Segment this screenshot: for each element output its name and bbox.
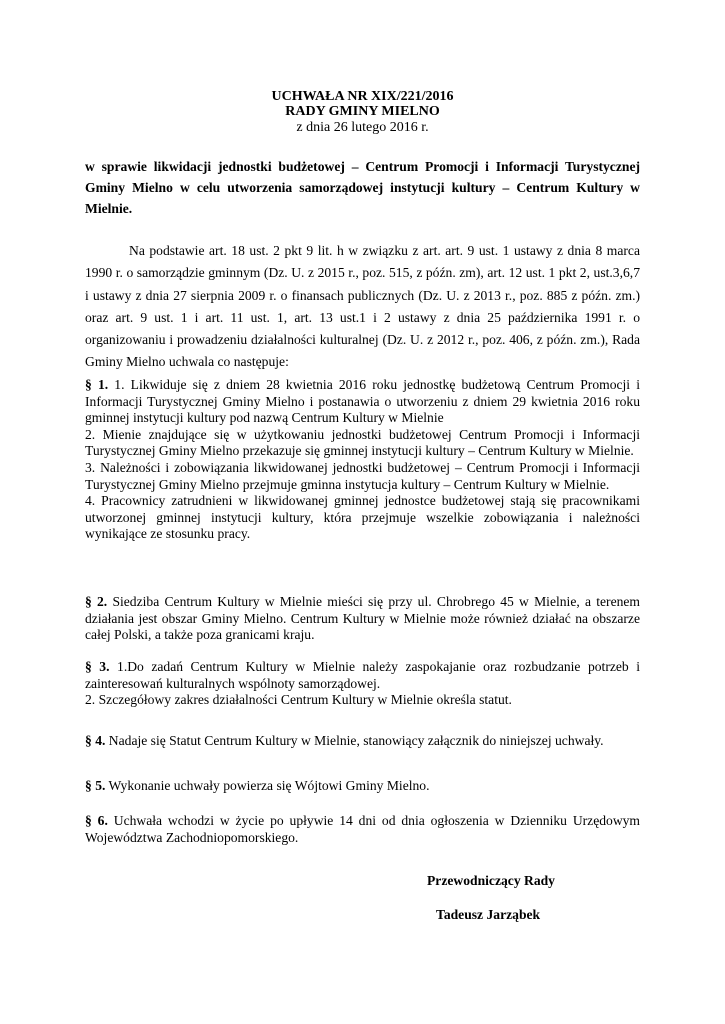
resolution-title: UCHWAŁA NR XIX/221/2016 [271, 89, 454, 104]
section-4 [85, 733, 640, 750]
section-3-point-1: § 3. 1.Do zadań Centrum Kultury w Mielnie należy zaspokajanie oraz rozbudzanie potrzeb i zainteresowań kulturalnych wspólnoty samorządowej. [85, 659, 641, 691]
section-3-point-2: 2. Szczegółowy zakres działalności Centrum Kultury w Mielnie określa statut. [85, 692, 512, 708]
signature-role: Przewodniczący Rady [427, 873, 555, 888]
section-4-mark: § 4. [85, 733, 106, 748]
section-5-mark: § 5. [85, 778, 106, 793]
section-1-point-3: 3. Należności i zobowiązania likwidowanej jednostki budżetowej – Centrum Promocji i Informacji Turystycznej Gminy Mielno przejmuje gminna instytucja kultury – Centrum Kultury w Mielnie. [85, 459, 640, 492]
signature-name: Tadeusz Jarząbek [436, 907, 541, 922]
section-1 [85, 377, 640, 543]
section-1-point-1: § 1. 1. Likwiduje się z dniem 28 kwietnia 2016 roku jednostkę budżetową Centrum Promocji i Informacji Turystycznej Gminy Mielno i postanawia o utworzeniu z dniem 29 kwietnia 2016 roku gminnej instytucji kultury pod nazwą Centrum Kultury w Mielnie [85, 377, 641, 426]
section-1-point-2: 2. Mienie znajdujące się w użytkowaniu jednostki budżetowej Centrum Promocji i Informacji Turystycznej Gminy Mielno przekazuje się gminnej instytucji kultury – Centrum Kultury w Mielnie. [85, 426, 640, 459]
section-5-text: Wykonanie uchwały powierza się Wójtowi Gminy Mielno. [108, 778, 430, 793]
section-4-text: Nadaje się Statut Centrum Kultury w Mielnie, stanowiący załącznik do niniejszej uchwały. [108, 733, 604, 748]
section-6 [85, 813, 640, 846]
section-3 [85, 659, 640, 709]
section-3-mark: § 3. [85, 659, 110, 674]
section-6-text: Uchwała wchodzi w życie po upływie 14 dni od dnia ogłoszenia w Dzienniku Urzędowym Województwa Zachodniopomorskiego. [85, 813, 641, 845]
section-5 [85, 778, 640, 795]
section-1-point-4: 4. Pracownicy zatrudnieni w likwidowanej gminnej jednostce budżetowej stają się pracownikami utworzonej gminnej instytucji kultury, która przejmuje wszelkie zobowiązania i należności wynikające ze stosunku pracy. [85, 493, 640, 542]
section-6-mark: § 6. [85, 813, 108, 828]
preamble-text: Na podstawie art. 18 ust. 2 pkt 9 lit. h w związku z art. art. 9 ust. 1 ustawy z dnia 8 marca 1990 r. o samorządzie gminnym (Dz. U. z 2015 r., poz. 515, z późn. zm), art. 12 ust. 1 pkt 2, ust.3,6,7 i ustawy z dnia 27 sierpnia 2009 r. o finansach publicznych (Dz. U. z 2013 r., poz. 885 z późn. zm.) oraz art. 9 ust. 1 i art. 11 ust. 1, art. 13 ust.1 i 2 ustawy z dnia 25 października 1991 r. o organizowaniu i prowadzeniu działalności kulturalnej (Dz. U. z 2012 r., poz. 406, z późn. zm.), Rada Gminy Mielno uchwala co następuje: [85, 243, 640, 370]
section-2-text: Siedziba Centrum Kultury w Mielnie mieści się przy ul. Chrobrego 45 w Mielnie, a terenem działania jest obszar Gminy Mielno. Centrum Kultury w Mielnie może również działać na obszarze całej Polski, a także poza granicami kraju. [85, 594, 641, 643]
section-1-mark: § 1. [85, 377, 109, 392]
resolution-date: z dnia 26 lutego 2016 r. [296, 120, 429, 135]
section-2-mark: § 2. [85, 594, 108, 609]
section-2 [85, 594, 640, 644]
resolution-subject: w sprawie likwidacji jednostki budżetowej – Centrum Promocji i Informacji Turystycznej Gminy Mielno w celu utworzenia samorządowej instytucji kultury – Centrum Kultury w Mielnie. [85, 159, 640, 216]
legal-basis-preamble [85, 240, 640, 374]
council-name: RADY GMINY MIELNO [285, 104, 440, 119]
